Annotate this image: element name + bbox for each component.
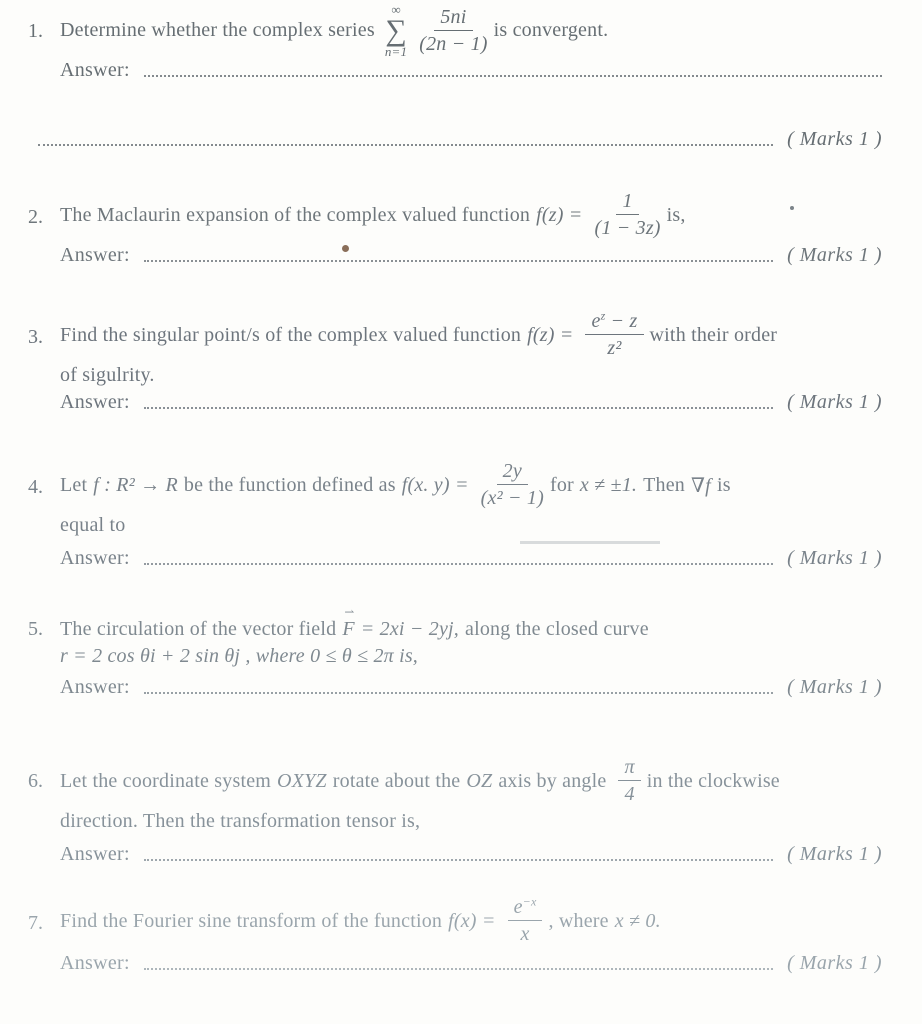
fraction-denominator: (x² − 1) xyxy=(480,487,544,509)
question-text-line xyxy=(60,756,882,806)
summation-symbol xyxy=(385,4,407,57)
answer-label: Answer: xyxy=(60,59,130,82)
marks-label: ( Marks 1 ) xyxy=(787,244,882,266)
fraction xyxy=(594,190,660,240)
question-1 xyxy=(28,4,882,151)
answer-row xyxy=(60,59,882,82)
question-number: 6. xyxy=(28,770,43,792)
question-text: Find the Fourier sine transform of the function xyxy=(60,909,443,932)
fraction-denominator: 4 xyxy=(624,783,635,805)
question-text: The Maclaurin expansion of the complex valued function xyxy=(60,203,531,226)
fraction-numerator: 1 xyxy=(616,190,638,215)
summation-upper-limit: ∞ xyxy=(391,2,401,17)
answer-label: Answer: xyxy=(60,547,130,569)
answer-label: Answer: xyxy=(60,676,130,698)
question-text: is, xyxy=(666,203,686,226)
question-number: 2. xyxy=(28,206,43,228)
marks-row xyxy=(38,128,882,151)
question-5-row xyxy=(28,605,882,699)
question-7-row xyxy=(28,896,882,975)
marks-label: ( Marks 1 ) xyxy=(787,843,882,865)
question-6 xyxy=(28,756,882,866)
question-text-line xyxy=(60,605,882,641)
math-expression: OXYZ xyxy=(277,769,327,792)
question-text: axis by angle xyxy=(498,769,607,792)
fraction xyxy=(508,896,543,946)
answer-label: Answer: xyxy=(60,843,130,865)
question-text: along the closed curve xyxy=(465,618,649,640)
question-text: The circulation of the vector field xyxy=(60,618,337,640)
question-text: , where xyxy=(548,909,609,932)
vector-base: F xyxy=(342,618,355,640)
dotted-answer-line xyxy=(144,968,773,970)
math-expression: f : R² → R xyxy=(93,473,178,496)
marks-label: ( Marks 1 ) xyxy=(787,128,882,151)
math-rest: − z xyxy=(605,310,638,332)
math-expression: f(z) = xyxy=(527,323,574,346)
dotted-answer-line xyxy=(144,859,773,861)
math-expression: f(x. y) = xyxy=(401,473,469,496)
math-expression: = 2xi − 2yj, xyxy=(360,618,460,640)
question-4 xyxy=(28,460,882,570)
question-5 xyxy=(28,605,882,699)
marks-label: ( Marks 1 ) xyxy=(787,952,882,974)
question-7 xyxy=(28,896,882,975)
math-expression: x ≠ ±1. xyxy=(579,473,638,496)
question-text: Let the coordinate system xyxy=(60,769,272,792)
fraction-numerator xyxy=(508,896,543,921)
scan-smudge xyxy=(520,541,660,544)
question-text-line xyxy=(60,190,882,240)
question-number: 5. xyxy=(28,618,43,640)
vector-arrow-icon: ⇀ xyxy=(344,605,355,619)
question-text-line-2: equal to xyxy=(60,514,126,536)
question-text: be the function defined as xyxy=(183,473,396,496)
question-text: is convergent. xyxy=(493,19,609,42)
question-text-line-2: direction. Then the transformation tensor is, xyxy=(60,810,421,832)
fraction-numerator xyxy=(585,310,643,335)
question-number: 3. xyxy=(28,326,43,348)
fraction-denominator: x xyxy=(520,923,530,945)
fraction-numerator: 2y xyxy=(497,460,528,485)
math-line-2: r = 2 cos θi + 2 sin θj , where 0 ≤ θ ≤ 2π is, xyxy=(60,645,419,667)
math-expression: OZ xyxy=(466,769,493,792)
math-expression: ∇f xyxy=(691,474,711,497)
fraction-denominator: z² xyxy=(607,337,622,359)
math-expression: f(z) = xyxy=(536,203,583,226)
marks-label: ( Marks 1 ) xyxy=(787,547,882,569)
question-number: 7. xyxy=(28,912,43,934)
question-1-row xyxy=(28,4,882,151)
dotted-answer-line xyxy=(144,260,773,262)
question-text-line xyxy=(60,460,882,510)
fraction-numerator: 5ni xyxy=(434,6,472,31)
marks-label: ( Marks 1 ) xyxy=(787,676,882,698)
answer-label: Answer: xyxy=(60,952,130,974)
answer-row xyxy=(60,676,882,699)
answer-row xyxy=(60,843,882,866)
fraction-numerator: π xyxy=(618,756,640,781)
dotted-answer-line xyxy=(38,144,773,146)
dotted-answer-line xyxy=(144,563,773,565)
answer-row xyxy=(60,244,882,267)
question-text-line-2: of sigulrity. xyxy=(60,364,155,386)
fraction xyxy=(481,460,544,510)
dotted-answer-line xyxy=(144,75,882,77)
question-text: Then xyxy=(643,473,686,496)
question-4-row xyxy=(28,460,882,570)
marks-label: ( Marks 1 ) xyxy=(787,391,882,413)
scan-speck xyxy=(342,245,349,252)
question-text: Find the singular point/s of the complex valued function xyxy=(60,323,522,346)
scan-speck xyxy=(790,206,794,210)
sigma-icon: ∑ xyxy=(385,13,407,47)
question-2-row xyxy=(28,190,882,267)
question-number: 1. xyxy=(28,20,43,42)
dotted-answer-line xyxy=(144,407,773,409)
answer-row xyxy=(60,391,882,414)
question-text: rotate about the xyxy=(332,769,461,792)
question-2 xyxy=(28,190,882,267)
question-text-line xyxy=(60,896,882,946)
fraction xyxy=(419,6,487,56)
math-base: e xyxy=(591,310,601,332)
question-text-line xyxy=(60,310,882,360)
math-base: e xyxy=(513,896,523,918)
math-expression: x ≠ 0. xyxy=(614,909,661,932)
fraction xyxy=(618,756,640,806)
question-text: is xyxy=(716,473,731,496)
fraction xyxy=(585,310,643,360)
fraction-denominator: (2n − 1) xyxy=(419,32,488,55)
question-text: with their order xyxy=(649,323,778,346)
summation-lower-limit: n=1 xyxy=(384,43,408,59)
question-3 xyxy=(28,310,882,414)
answer-label: Answer: xyxy=(60,244,130,266)
math-superscript: −x xyxy=(522,894,537,909)
question-3-row xyxy=(28,310,882,414)
answer-row xyxy=(60,547,882,570)
question-text: Let xyxy=(60,473,88,496)
dotted-answer-line xyxy=(144,692,773,694)
question-text: Determine whether the complex series xyxy=(60,19,375,42)
question-text-line xyxy=(60,4,882,57)
question-number: 4. xyxy=(28,476,43,498)
question-6-row xyxy=(28,756,882,866)
question-text: in the clockwise xyxy=(646,769,780,792)
fraction-denominator: (1 − 3z) xyxy=(594,217,661,239)
math-expression: f(x) = xyxy=(448,909,496,932)
answer-row xyxy=(60,952,882,975)
math-superscript: z xyxy=(600,308,606,323)
answer-label: Answer: xyxy=(60,391,130,413)
vector-F-symbol xyxy=(342,605,355,641)
question-text: for xyxy=(549,473,574,496)
